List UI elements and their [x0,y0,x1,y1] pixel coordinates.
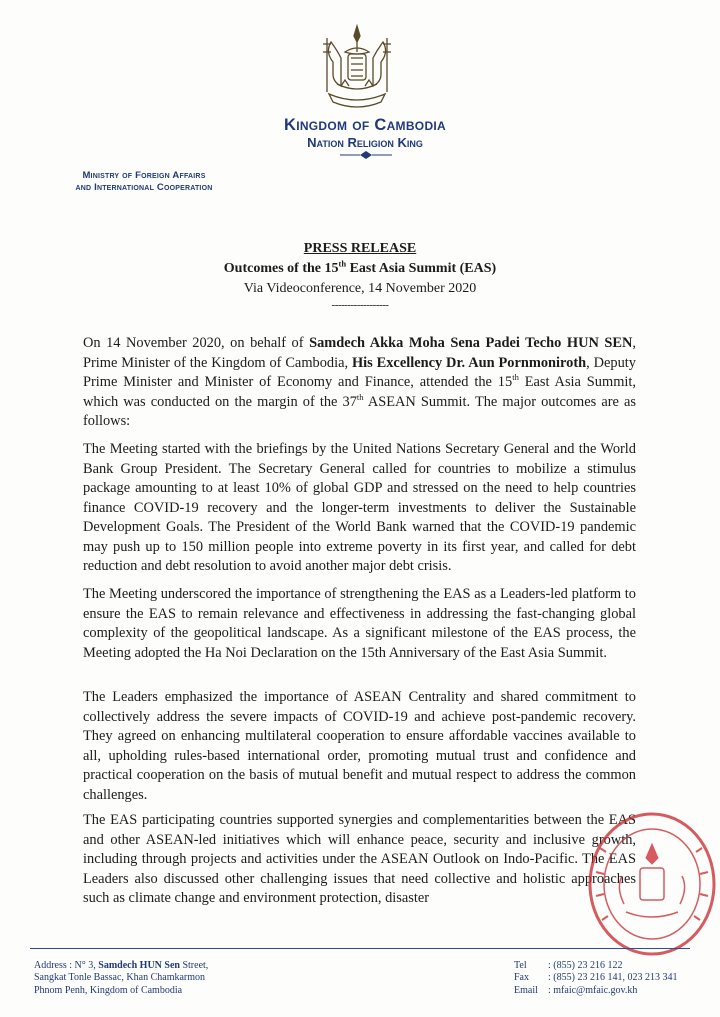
paragraph-4: The Leaders emphasized the importance of ASEAN Centrality and shared commitment to collectively address the severe impacts of COVID-19 and achieve post-pandemic recovery. They agreed on enhancing multilateral cooperation to ensure affordable vaccines available to all, upholding rules-based international order, promoting mutual trust and confidence and practical cooperation on the basis of mutual benefit and mutual respect to address the common challenges. [83,689,636,803]
press-release-title: PRESS RELEASE [303,241,417,256]
tel-label: Tel [514,960,527,971]
royal-coat-of-arms-icon [311,22,403,114]
p1-bold-name-1: Samdech Akka Moha Sena Padei Techo HUN SEN [309,335,633,351]
p1-text-3: , Deputy Prime Minister and Minister of Economy and Finance, attended the 15 [83,354,636,390]
paragraph-2: The Meeting started with the briefings by the United Nations Secretary General and the World Bank Group President. The Secretary General called for countries to mobilize a stimulus package amounting to at least 10% of global GDP and stressed on the need to help countries finance COVID-19 recovery and the longer-term investments to deliver the Sustainable Development Goals. The President of the World Bank warned that the COVID-19 pandemic may push up to 150 million people into extreme poverty in its first year, and called for debt reduction and debt resolution to avoid another major debt crisis. [83,441,636,574]
paragraph-1 [83,334,636,432]
tel-value: : (855) 23 216 122 [548,960,623,971]
p1-text-5: ASEAN Summit. The major outcomes are as follows: [83,393,636,429]
fax-row [514,972,714,984]
address-line-3: Phnom Penh, Kingdom of Cambodia [34,984,183,996]
tel-row [514,960,714,972]
email-row [514,985,714,997]
press-release-subtitle [0,258,720,277]
title-separator: ------------------ [331,299,389,311]
footer-contacts [514,960,714,997]
ministry-line-2: and International Cooperation [75,182,213,193]
email-value[interactable]: : mfaic@mfaic.gov.kh [548,984,638,996]
subtitle-text-a: Outcomes of the 15 [223,261,339,276]
address-street: Samdech HUN Sen [98,960,180,971]
fax-label: Fax [514,972,529,984]
kingdom-name: Kingdom of Cambodia [283,116,447,134]
address-line-2: Sangkat Tonle Bassac, Khan Chamkarmon [34,972,206,984]
email-label: Email [514,984,538,996]
address-line-1 [34,960,294,972]
p1-sup-2: th [356,391,364,402]
ministry-name [34,170,254,194]
p1-bold-name-2: His Excellency Dr. Aun Pornmoniroth [351,354,587,371]
ministry-line-1: Ministry of Foreign Affairs [82,170,206,181]
divider-ornament-icon [338,150,394,160]
subtitle-text-b: East Asia Summit (EAS) [346,261,497,276]
p1-text-1: On 14 November 2020, on behalf of [83,335,310,351]
national-motto: Nation Religion King [307,135,423,150]
paragraph-3: The Meeting underscored the importance of strengthening the EAS as a Leaders-led platform to ensure the EAS to remain relevance and effectiveness in addressing the fast-changing global complexity of the geopolitical landscape. As a significant milestone of the EAS process, the Meeting adopted the Ha Noi Declaration on the 15th Anniversary of the East Asia Summit. [83,586,636,661]
p1-text-2: , Prime Minister of the Kingdom of Cambodia, [83,335,636,371]
address-suffix: Street, [179,960,209,971]
press-release-venue: Via Videoconference, 14 November 2020 [243,281,477,296]
subtitle-sup: th [338,258,347,269]
footer-address [34,960,294,997]
paragraph-5: The EAS participating countries supported synergies and complementarities between the EAS and other ASEAN-led initiatives which will enhance peace, security and inclusive growth, including through projects and activities under the ASEAN Outlook on Indo-Pacific. The EAS Leaders also discussed other challenging issues that need collective and holistic approaches such as climate change and environment protection, disaster [83,812,636,906]
p1-sup-1: th [512,372,519,383]
p1-text-4: East Asia Summit, which was conducted on the margin of the 37 [83,374,636,410]
official-seal-stamp-icon [560,788,720,963]
footer-rule [30,948,690,949]
fax-value: : (855) 23 216 141, 023 213 341 [548,972,678,984]
address-prefix: Address : N° 3, [34,960,99,971]
